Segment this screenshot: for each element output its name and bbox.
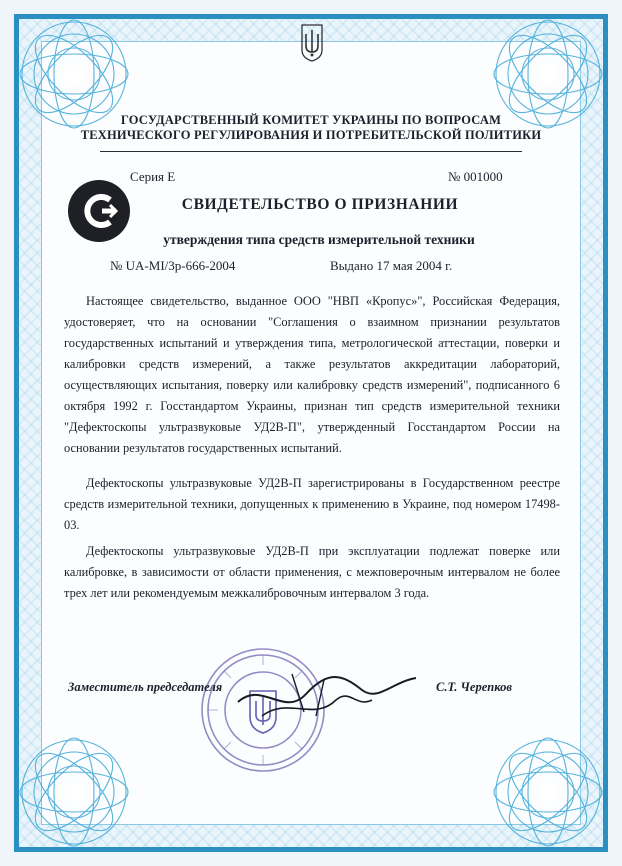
paragraph-1: Настоящее свидетельство, выданное ООО "НВП «Кропус»", Российская Федерация, удостоверяет, что на основании "Соглашения о взаимном признании результатов государственных испытаний и утверждения типа, метрологической аттестации, поверки и калибровки средств измерений, а также результатов аккредитации лабораторий, осуществляющих испытания, поверку или калибровку средств измерений", подписанного 6 октября 1992 г. Госстандартом Украины, признан тип средств измерительной техники "Дефектоскопы ультразвуковые УД2В-П", утвержденный Госстандартом России на основании результатов государственных испытаний. xyxy=(64,294,560,455)
certificate-subtitle: утверждения типа средств измерительной техники xyxy=(163,232,475,247)
registration-number: № UA-MI/3p-666-2004 xyxy=(110,258,236,273)
corner-rosette-bottom-left xyxy=(14,732,134,852)
paragraph-2: Дефектоскопы ультразвуковые УД2В-П зарегистрированы в Государственном реестре средств измерительной техники, допущенных к применению в Украине, под номером 17498-03. xyxy=(64,476,560,532)
series-label: Серия Е xyxy=(130,169,176,184)
signatory-name: С.Т. Черепков xyxy=(436,680,512,694)
corner-rosette-bottom-right xyxy=(488,732,608,852)
ukraine-trident-icon xyxy=(298,22,326,62)
certificate-number: № 001000 xyxy=(448,169,503,184)
signatory-position: Заместитель председателя xyxy=(68,680,223,694)
certificate-title: СВИДЕТЕЛЬСТВО О ПРИЗНАНИИ xyxy=(181,196,459,213)
paragraph-3: Дефектоскопы ультразвуковые УД2В-П при эксплуатации подлежат поверке или калибровке, в зависимости от области применения, с межповерочным интервалом не более трех лет или рекомендуемым межкалибровочным интервалом 3 года. xyxy=(64,544,560,600)
header-divider xyxy=(100,151,522,152)
handwritten-signature xyxy=(232,660,422,732)
issuer-line-2: ТЕХНИЧЕСКОГО РЕГУЛИРОВАНИЯ И ПОТРЕБИТЕЛЬСКОЙ ПОЛИТИКИ xyxy=(80,128,542,142)
issuer-line-1: ГОСУДАРСТВЕННЫЙ КОМИТЕТ УКРАИНЫ ПО ВОПРОСАМ xyxy=(120,113,502,127)
issue-date: Выдано 17 мая 2004 г. xyxy=(330,258,453,273)
